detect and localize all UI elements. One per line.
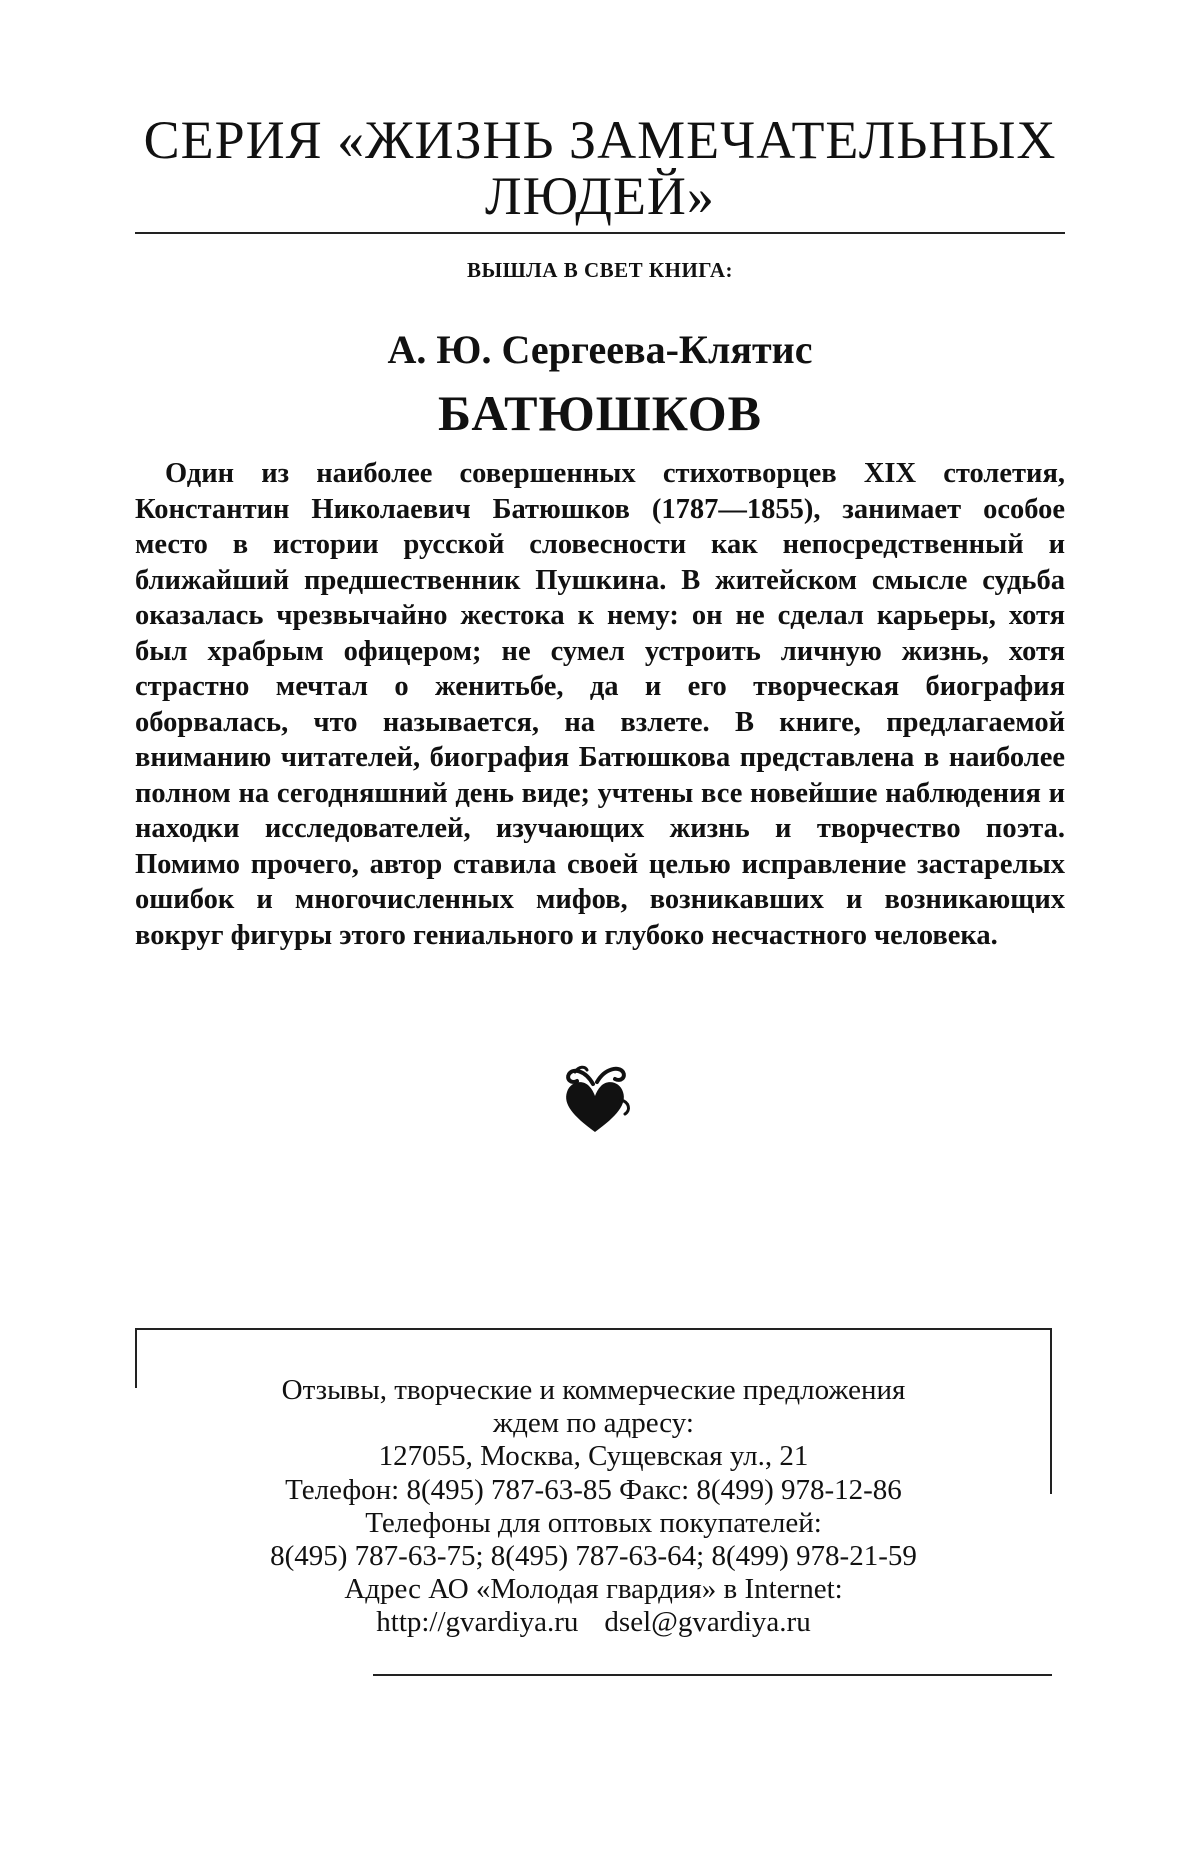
contact-box-top-border: [135, 1328, 1052, 1330]
fleuron-heart-icon: [555, 1060, 635, 1140]
contact-info-box: [135, 1328, 1052, 1678]
series-title: [135, 112, 1065, 224]
wholesale-label: Телефоны для оптовых покупателей:: [135, 1507, 1052, 1540]
postal-address: 127055, Москва, Сущевская ул., 21: [135, 1440, 1052, 1473]
email-link[interactable]: dsel@gvardiya.ru: [604, 1606, 810, 1638]
book-author: А. Ю. Сергеева-Клятис: [135, 326, 1065, 373]
series-title-line-1: СЕРИЯ «ЖИЗНЬ ЗАМЕЧАТЕЛЬНЫХ: [135, 112, 1065, 168]
series-title-line-2: ЛЮДЕЙ»: [135, 168, 1065, 224]
book-announcement-page: [135, 0, 1065, 1865]
website-link[interactable]: http://gvardiya.ru: [376, 1606, 578, 1638]
contact-invitation-2: ждем по адресу:: [135, 1407, 1052, 1440]
contact-invitation: Отзывы, творческие и коммерческие предложения: [135, 1374, 1052, 1407]
fleuron-heart-icon-graphic: [555, 1060, 635, 1140]
contact-lines: [135, 1374, 1052, 1640]
contact-box-bottom-border: [373, 1674, 1052, 1676]
book-description: Один из наиболее совершенных стихотворцев XIX столетия, Константин Николаевич Батюшков (1787—1855), занимает осо­бое место в истории русской словесности как непосредственный и ближайший предшественник Пушкина. В житейском смысле судьба оказалась чрезвычайно жестока к нему: он не сделал ка­рьеры, хотя был храбрым офицером; не сумел устроить личную жизнь, хотя страстно мечтал о женитьбе, да и его творческая био­графия оборвалась, что называется, на взлете. В книге, предла­гаемой вниманию читателей, биография Батюшкова представле­на в наиболее полном на сегодняшний день виде; учтены все новейшие наблюдения и находки исследователей, изучающих жизнь и творчество поэта. Помимо прочего, автор ставила своей целью исправление застарелых ошибок и многочисленных ми­фов, возникавших и возникающих вокруг фигуры этого гениаль­ного и глубоко несчастного человека.: [135, 456, 1065, 953]
header-divider: [135, 232, 1065, 234]
book-title: БАТЮШКОВ: [135, 384, 1065, 442]
wholesale-phones: 8(495) 787-63-75; 8(495) 787-63-64; 8(499) 978-21-59: [135, 1540, 1052, 1573]
released-label: ВЫШЛА В СВЕТ КНИГА:: [135, 258, 1065, 283]
phone-fax: Телефон: 8(495) 787-63-85 Факс: 8(499) 978-12-86: [135, 1474, 1052, 1507]
internet-label: Адрес АО «Молодая гвардия» в Internet:: [135, 1573, 1052, 1606]
web-contacts: [135, 1606, 1052, 1639]
